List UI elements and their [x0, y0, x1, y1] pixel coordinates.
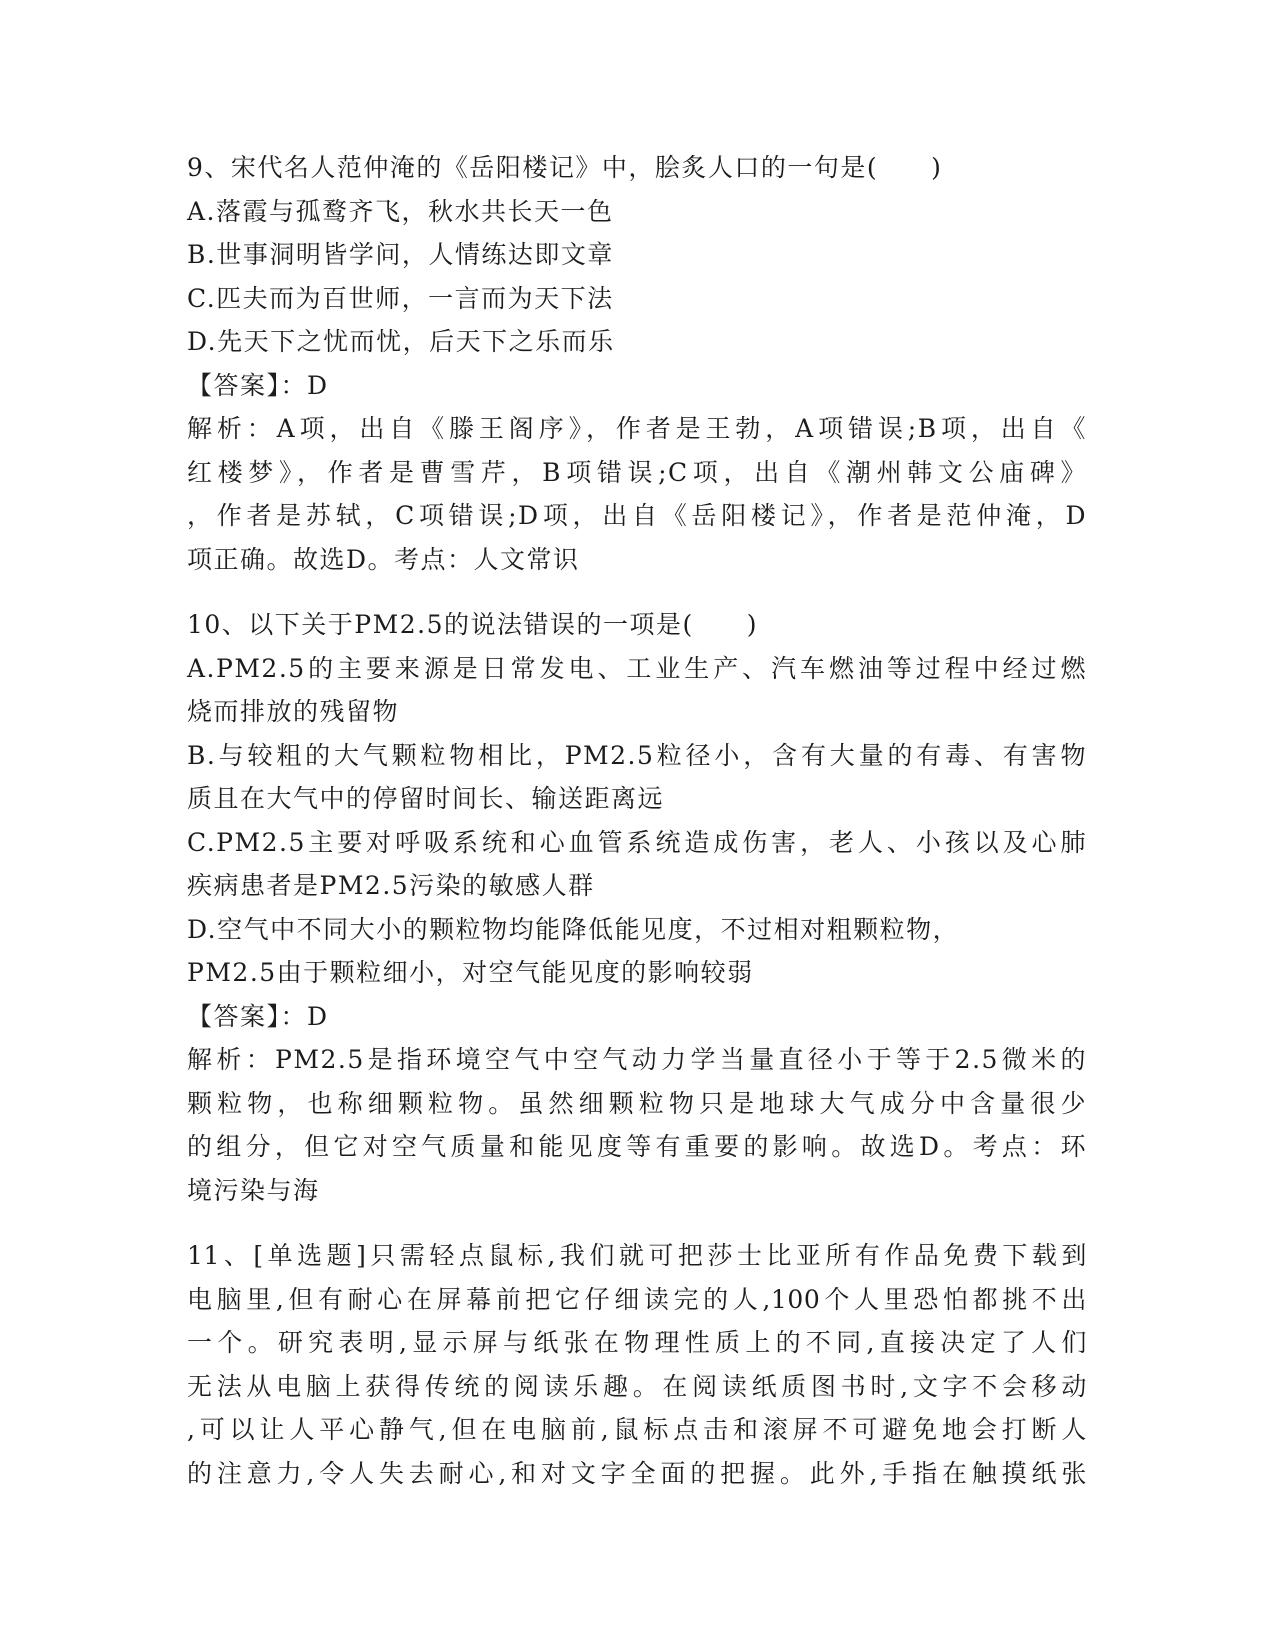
answer-line: 【答案】：D [187, 370, 329, 400]
question-spacer [187, 581, 1087, 603]
question-stem: 10、以下关于PM2.5的说法错误的一项是( ) [187, 610, 758, 639]
analysis-line: 红楼梦》，作者是曹雪芹，B项错误;C项，出自《潮州韩文公庙碑》 [187, 457, 1087, 487]
analysis-line: 解析：PM2.5是指环境空气中空气动力学当量直径小于等于2.5微米的 [187, 1045, 1087, 1074]
question-stem-line: 无法从电脑上获得传统的阅读乐趣。在阅读纸质图书时,文字不会移动 [187, 1371, 1087, 1401]
option-b: B.世事洞明皆学问，人情练达即文章 [187, 240, 614, 269]
option-c-continued: 疾病患者是PM2.5污染的敏感人群 [187, 871, 595, 900]
option-b: B.与较粗的大气颗粒物相比，PM2.5粒径小，含有大量的有毒、有害物 [187, 740, 1087, 770]
question-stem-line: ,可以让人平心静气,但在电脑前,鼠标点击和滚屏不可避免地会打断人 [187, 1415, 1087, 1444]
option-d: D.空气中不同大小的颗粒物均能降低能见度，不过相对粗颗粒物， [187, 914, 960, 944]
question-10 [187, 603, 1087, 1212]
option-d-continued: PM2.5由于颗粒细小，对空气能见度的影响较弱 [187, 958, 754, 987]
question-spacer [187, 1212, 1087, 1234]
analysis-line: 项正确。故选D。考点：人文常识 [187, 544, 580, 574]
question-stem: 9、宋代名人范仲淹的《岳阳楼记》中，脍炙人口的一句是( ) [187, 153, 943, 182]
option-a: A.PM2.5的主要来源是日常发电、工业生产、汽车燃油等过程中经过燃 [187, 653, 1087, 683]
document-content [187, 146, 1087, 1495]
analysis-line: 的组分，但它对空气质量和能见度等有重要的影响。故选D。考点：环 [187, 1132, 1087, 1161]
answer-line: 【答案】：D [187, 1001, 329, 1031]
question-stem-line: 11、[单选题]只需轻点鼠标,我们就可把莎士比亚所有作品免费下载到 [187, 1241, 1087, 1270]
question-stem-line: 的注意力,令人失去耐心,和对文字全面的把握。此外,手指在触摸纸张 [187, 1458, 1087, 1488]
question-9 [187, 146, 1087, 581]
analysis-line: 颗粒物，也称细颗粒物。虽然细颗粒物只是地球大气成分中含量很少 [187, 1088, 1087, 1118]
question-stem-line: 一个。研究表明,显示屏与纸张在物理性质上的不同,直接决定了人们 [187, 1328, 1087, 1357]
option-a-continued: 烧而排放的残留物 [187, 697, 400, 726]
option-c: C.PM2.5主要对呼吸系统和心血管系统造成伤害，老人、小孩以及心肺 [187, 827, 1087, 857]
option-c: C.匹夫而为百世师，一言而为天下法 [187, 283, 614, 313]
analysis-line: 解析：A项，出自《滕王阁序》，作者是王勃，A项错误;B项，出自《 [187, 414, 1087, 443]
question-stem-line: 电脑里,但有耐心在屏幕前把它仔细读完的人,100个人里恐怕都挑不出 [187, 1284, 1087, 1314]
option-d: D.先天下之忧而忧，后天下之乐而乐 [187, 327, 615, 356]
analysis-line: 境污染与海 [187, 1175, 320, 1205]
question-11 [187, 1234, 1087, 1495]
option-a: A.落霞与孤鹜齐飞，秋水共长天一色 [187, 196, 614, 226]
analysis-line: ，作者是苏轼，C项错误;D项，出自《岳阳楼记》，作者是范仲淹，D [187, 501, 1087, 530]
option-b-continued: 质且在大气中的停留时间长、输送距离远 [187, 784, 665, 813]
